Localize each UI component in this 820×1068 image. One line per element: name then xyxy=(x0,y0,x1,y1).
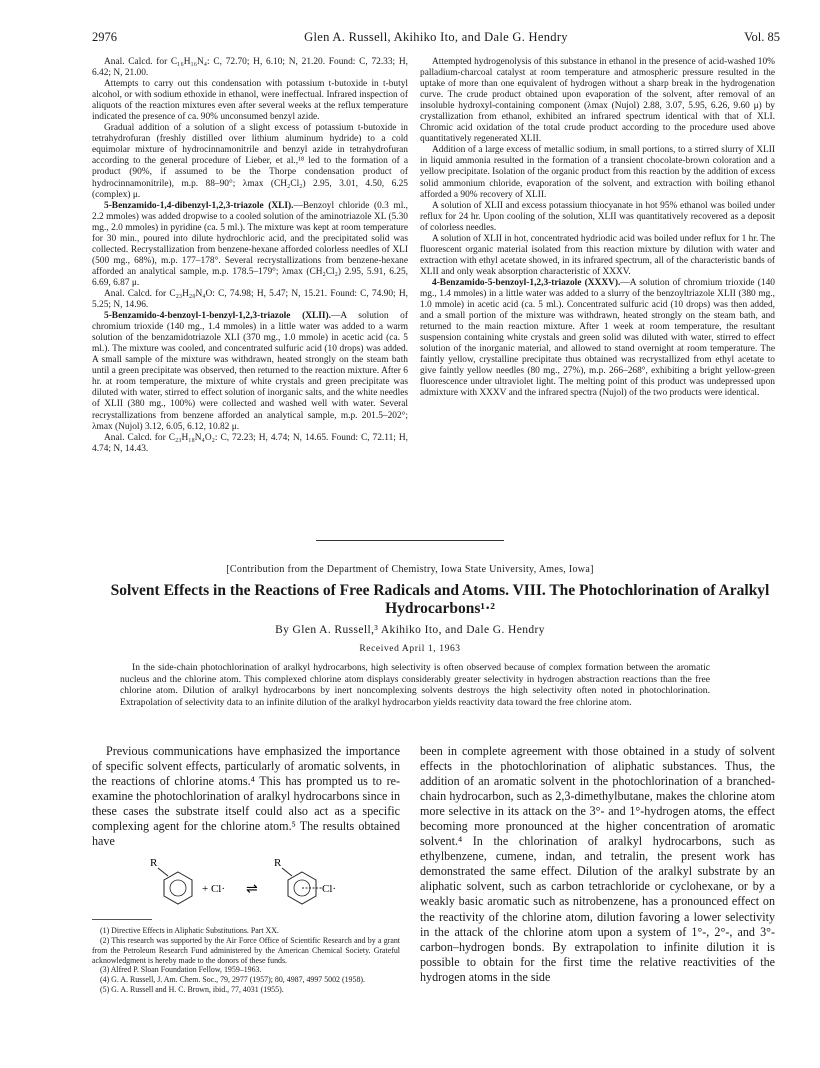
paragraph xyxy=(420,234,775,278)
experimental-column-left xyxy=(92,57,408,455)
article-authors: By Glen A. Russell,³ Akihiko Ito, and Dale G. Hendry xyxy=(275,624,545,636)
paragraph-text: Addition of a large excess of metallic sodium, in small portions, to a stirred slurry of XLII in liquid ammonia resulted in the formation of a transient chocolate-brown coloration and a yellow precipitate. Isolation of the organic product from this reaction by the addition of excess solid ammonium chloride, evaporation of the solvent, and extraction with boiling ethanol afforded a 90% recovery of XLII. xyxy=(420,145,775,200)
scheme-plus-cl: + Cl· xyxy=(202,883,226,895)
paragraph xyxy=(420,57,775,145)
paragraph xyxy=(92,433,408,455)
reaction-scheme xyxy=(150,852,370,914)
paragraph xyxy=(92,289,408,311)
paragraph-text: Attempted hydrogenolysis of this substance in ethanol in the presence of acid-washed 10% palladium-charcoal catalyst at room temperature and atmospheric pressure resulted in the uptake of more than one equivalent of hydrogen without a sharp break in the hydrogenation curve. The crude product obtained upon evaporation of the solvent, after removal of an insoluble hydroxyl-containing component (λmax (Nujol) 2.88, 3.07, 5.95, 6.26, 9.60 μ) by crystallization from ethanol, exhibited an infrared spectrum identical with that of XLI. Chromic acid oxidation of the total crude product according to the procedure used above quantitatively regenerated XLII. xyxy=(420,57,775,145)
paragraph-text: Anal. Calcd. for C₂₃H₁₈N₄O₂: C, 72.23; H, 4.74; N, 14.65. Found: C, 72.11; H, 4.74; N, 14.43. xyxy=(92,432,408,454)
footnote: (2) This research was supported by the Air Force Office of Scientific Research and by a grant from the Petroleum Research Fund administered by the American Chemical Society. Grateful acknowledgment is hereby made to the donors of these funds. xyxy=(92,935,400,965)
paragraph xyxy=(420,201,775,234)
paragraph-text: A solution of XLII in hot, concentrated hydriodic acid was boiled under reflux for 1 hr. The fluorescent organic material isolated from this reaction mixture by dilution with water and extraction with ethyl acetate showed, in its infrared spectrum, all of the characteristic bands of XLII and only weak absorption characteristic of XXXV. xyxy=(420,233,775,277)
compound-heading: 4-Benzamido-5-benzoyl-1,2,3-triazole (XXXV). xyxy=(432,277,621,288)
section-divider xyxy=(316,540,504,541)
paragraph xyxy=(92,311,408,433)
footnote: (1) Directive Effects in Aliphatic Substitutions. Part XX. xyxy=(100,926,279,935)
paragraph-text: Anal. Calcd. for C₁₆H₁₆N₄: C, 72.70; H, 6.10; N, 21.20. Found: C, 72.33; H, 6.42; N, 21.00. xyxy=(92,57,408,79)
contribution-line: [Contribution from the Department of Chemistry, Iowa State University, Ames, Iowa] xyxy=(226,564,594,575)
paragraph xyxy=(420,145,775,200)
article-title: Solvent Effects in the Reactions of Free Radicals and Atoms. VIII. The Photochlorination of Aralkyl Hydrocarbons¹·² xyxy=(110,582,770,617)
compound-heading: 5-Benzamido-4-benzoyl-1-benzyl-1,2,3-triazole (XLII). xyxy=(104,311,331,322)
paragraph-text: —A solution of chromium trioxide (140 mg., 1.4 mmoles) in a little water was added to a warm solution of the benzamidotriazole XLI (370 mg., 1.0 mmole) in acetic acid (ca. 5 ml.). The mixture was cooled, and concentrated sulfuric acid (10 drops) was added. A small sample of the mixture was withdrawn, heated strongly on the steam bath until a green precipitate was observed, then returned to the reaction mixture. After 6 hr. at room temperature, the mixture of white crystals and green precipitate was diluted with water, stirred to effect solution of inorganic salts, and the white needles of XLII (380 mg., 100%) were collected and washed well with water. Several recrystallizations from benzene afforded an analytical sample, m.p. 201.5–202°; λmax (Nujol) 3.12, 6.05, 6.12, 10.82 μ. xyxy=(92,311,408,432)
paragraph xyxy=(92,201,408,289)
paragraph xyxy=(92,79,408,123)
running-authors: Glen A. Russell, Akihiko Ito, and Dale G. Hendry xyxy=(304,30,568,44)
running-header xyxy=(92,30,780,46)
paragraph-text: Gradual addition of a solution of a slight excess of potassium t-butoxide in tetrahydrofuran (freshly distilled over lithium aluminum hydride) to a cold equimolar mixture of hydrocinnamonitrile and benzyl azide in tetrahydrofuran according to the general procedure of Lieber, et al.,¹⁸ led to the formation of a product (90%, if assumed to be the Thorpe condensation product of hydrocinnamonitrile), m.p. 88–90°; λmax (CH₂Cl₂) 2.95, 3.01, 4.50, 6.25 (complex) μ. xyxy=(92,123,408,200)
footnote-rule xyxy=(92,919,152,920)
experimental-column-right xyxy=(420,57,775,399)
footnotes xyxy=(92,926,400,995)
volume-label: Vol. 85 xyxy=(744,30,780,44)
paragraph xyxy=(92,57,408,79)
paragraph-text: Attempts to carry out this condensation with potassium t-butoxide in t-butyl alcohol, or with sodium ethoxide in ethanol, were ineffectual. Infrared inspection of aliquots of the reaction mixtures even after several weeks at the reflux temperature indicated the presence of ca. 90% unconsumed benzyl azide. xyxy=(92,79,408,123)
scheme-cl-right: Cl· xyxy=(322,883,337,895)
benzene-ring-left xyxy=(164,872,192,904)
paragraph-text: —Benzoyl chloride (0.3 ml., 2.2 mmoles) was added dropwise to a cooled solution of the aminotriazole XL (5.30 mg., 2.0 mmoles) in pyridine (ca. 5 ml.). The mixture was kept at room temperature for 30 min., poured into dilute hydrochloric acid, and the precipitated solid was collected. Recrystallization from benzene-hexane afforded colorless needles of XLI (500 mg., 68%), m.p. 177–178°. Several recrystallizations from benzene-hexane afforded an analytical sample, m.p. 178.5–179°; λmax (CH₂Cl₂) 2.95, 5.91, 6.25, 6.69, 6.87 μ. xyxy=(92,200,408,288)
page-number: 2976 xyxy=(92,30,117,44)
body-text-right: been in complete agreement with those obtained in a study of solvent effects in the photochlorination of aliphatic substances. Thus, the addition of an aromatic solvent in the photochlorination of a branched-chain hydrocarbon, such as 2,3-dimethylbutane, makes the chlorine atom more selective in its attack on the 3°- and 1°-hydrogen atoms, the effect becoming more pronounced at the higher concentration of aromatic solvent.⁴ In the chlorination of aralkyl hydrocarbons, such as ethylbenzene, cumene, indan, and tetralin, the present work has demonstrated the same effect. Dilution of the aralkyl substrate by an aliphatic solvent, such as carbon tetrachloride or cyclohexane, or by a weakly basic aromatic such as nitrobenzene, has a pronounced effect on the reactivity of the chlorine atom, dilution favoring a lower selectivity in the attack of the chlorine atom upon a system of 1°-, 2°-, and 3°-carbon–hydrogen bonds. By extrapolation to infinite dilution it is possible to obtain for the first time the relative reactivities of the hydrogen atoms in the side xyxy=(420,744,775,984)
paragraph-text: Anal. Calcd. for C₂₃H₂₀N₄O: C, 74.98; H, 5.47; N, 15.21. Found: C, 74.90; H, 5.25; N, 14.96. xyxy=(92,288,408,311)
footnote: (5) G. A. Russell and H. C. Brown, ibid., 77, 4031 (1955). xyxy=(100,985,284,995)
abstract: In the side-chain photochlorination of aralkyl hydrocarbons, high selectivity is often observed because of complex formation between the aromatic nucleus and the chlorine atom. This complexed chlorine atom displays considerably greater selectivity in hydrogen abstraction reactions than the free chlorine atom. Dilution of aralkyl hydrocarbons by inert noncomplexing solvents destroys the high selectivity often noted in photochlorination. Extrapolation of selectivity data to an infinite dilution of the aralkyl hydrocarbon yields reactivity data toward the free chlorine atom. xyxy=(120,662,710,708)
paragraph-text: —A solution of chromium trioxide (140 mg., 1.4 mmoles) in a little water was added to a slurry of the benzoyltriazole XLII (380 mg., 1.0 mmole) in acetic acid (ca. 5 ml.). Concentrated sulfuric acid (10 drops) was then added, and a small portion of the mixture was withdrawn, heated strongly on the steam bath, and returned to the main reaction mixture. After 1 week at room temperature, the resultant suspension containing white crystals and green solid was diluted with water, stirred to effect solution of the inorganic material, and allowed to stand overnight at room temperature. The faintly yellow, crystalline precipitate thus obtained was recrystallized from ethyl acetate to give faintly yellow needles (80 mg., 27%), m.p. 266–268°, exhibiting a bright yellow-green fluorescence under ultraviolet light. The melting point of this product was undepressed upon admixture with XXXV and the infrared spectra (Nujol) of the two products were identical. xyxy=(420,277,775,399)
scheme-equilibrium-arrow: ⇌ xyxy=(246,881,258,897)
body-text-left: Previous communications have emphasized the importance of specific solvent effects, particularly of aromatic solvents, in the reactions of chlorine atoms.⁴ This has prompted us to re-examine the photochlorination of aralkyl hydrocarbons since in these cases the substrate itself could also act as a specific complexing agent for the chlorine atom.⁵ The results obtained have xyxy=(92,744,400,849)
scheme-r-left: R xyxy=(150,857,158,869)
footnote: (3) Alfred P. Sloan Foundation Fellow, 1959–1963. xyxy=(100,965,262,975)
paragraph-text: A solution of XLII and excess potassium thiocyanate in hot 95% ethanol was boiled under reflux for 24 hr. Upon cooling of the solution, XLII was quantitatively recovered as a deposit of colorless needles. xyxy=(420,200,775,233)
scheme-r-right: R xyxy=(274,857,282,869)
paragraph xyxy=(92,123,408,200)
footnote: (4) G. A. Russell, J. Am. Chem. Soc., 79, 2977 (1957); 80, 4987, 4997 5002 (1958). xyxy=(100,975,365,985)
compound-heading: 5-Benzamido-1,4-dibenzyl-1,2,3-triazole (XLI). xyxy=(104,200,294,211)
paragraph xyxy=(420,278,775,400)
received-date: Received April 1, 1963 xyxy=(359,644,461,654)
